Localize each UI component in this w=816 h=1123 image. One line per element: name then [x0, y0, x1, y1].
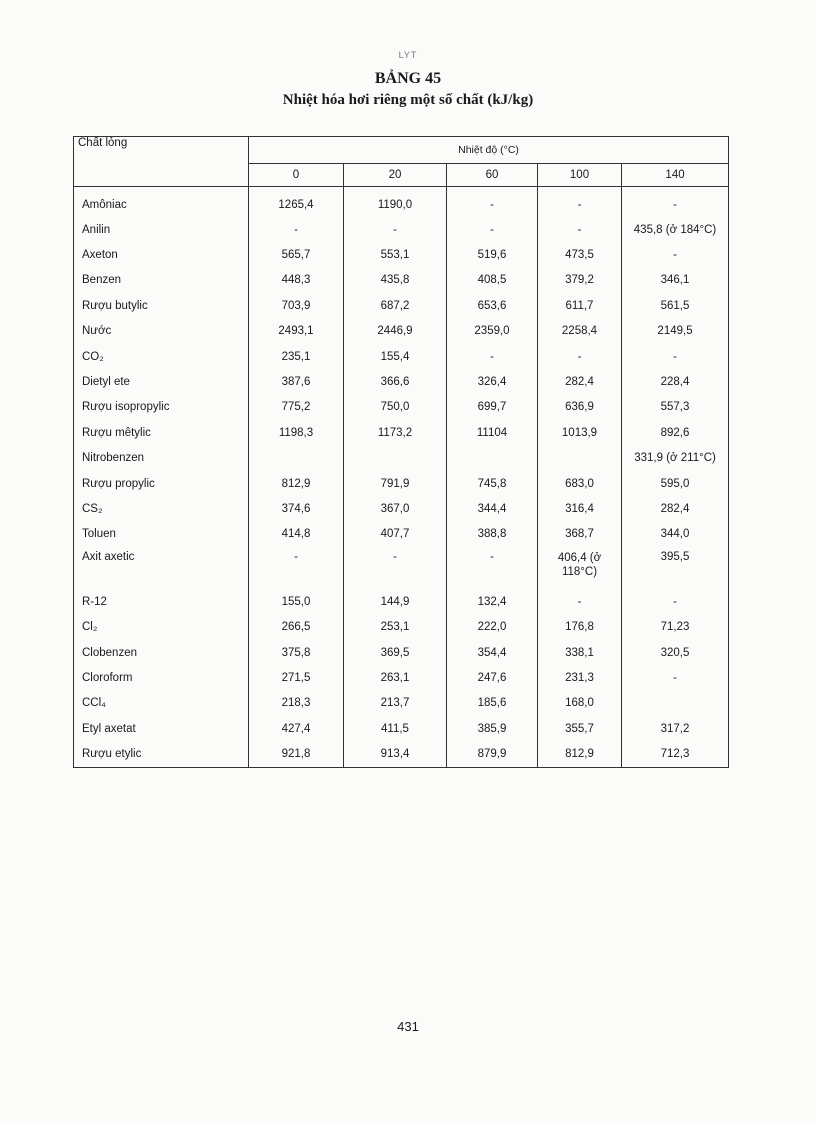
value-cell: 636,9	[538, 395, 622, 420]
table-row	[74, 716, 729, 741]
table-row	[74, 420, 729, 445]
value-cell: 683,0	[538, 471, 622, 496]
table-row	[74, 471, 729, 496]
value-cell: 561,5	[622, 293, 729, 318]
value-cell: 71,23	[622, 614, 729, 639]
value-cell: 435,8	[344, 268, 447, 293]
value-cell: 176,8	[538, 614, 622, 639]
value-cell: 812,9	[538, 741, 622, 767]
value-cell: 355,7	[538, 716, 622, 741]
liquid-name: Cl₂	[74, 614, 249, 639]
value-cell: 369,5	[344, 640, 447, 665]
liquid-name: Anilin	[74, 217, 249, 242]
value-cell: 1013,9	[538, 420, 622, 445]
value-cell: -	[447, 344, 538, 369]
value-cell: 155,0	[249, 589, 344, 614]
table-row	[74, 741, 729, 767]
liquid-name: Benzen	[74, 268, 249, 293]
value-cell: 388,8	[447, 522, 538, 547]
value-cell: 406,4 (ở 118°C)	[538, 547, 622, 589]
value-cell: 344,4	[447, 496, 538, 521]
value-cell: 687,2	[344, 293, 447, 318]
table-row	[74, 522, 729, 547]
column-header-liquid: Chất lỏng	[74, 137, 249, 187]
value-cell: 611,7	[538, 293, 622, 318]
value-cell: 374,6	[249, 496, 344, 521]
value-cell: 144,9	[344, 589, 447, 614]
value-cell: 253,1	[344, 614, 447, 639]
value-cell: -	[538, 589, 622, 614]
value-cell: 368,7	[538, 522, 622, 547]
value-cell: 473,5	[538, 242, 622, 267]
table-row	[74, 691, 729, 716]
liquid-name: Rượu butylic	[74, 293, 249, 318]
liquid-name: Nitrobenzen	[74, 446, 249, 471]
value-cell: 411,5	[344, 716, 447, 741]
value-cell: 712,3	[622, 741, 729, 767]
liquid-name: Cloroform	[74, 665, 249, 690]
value-cell: -	[344, 217, 447, 242]
value-cell: 553,1	[344, 242, 447, 267]
temp-header-100: 100	[538, 164, 622, 187]
value-cell: 565,7	[249, 242, 344, 267]
liquid-name: Rượu etylic	[74, 741, 249, 767]
table-row	[74, 395, 729, 420]
liquid-name: Axit axetic	[74, 547, 249, 589]
table-row	[74, 293, 729, 318]
value-cell: 263,1	[344, 665, 447, 690]
value-cell: 750,0	[344, 395, 447, 420]
value-cell: 745,8	[447, 471, 538, 496]
value-cell: 1190,0	[344, 187, 447, 218]
value-cell: 282,4	[622, 496, 729, 521]
value-cell: 395,5	[622, 547, 729, 589]
value-cell: 699,7	[447, 395, 538, 420]
value-cell	[622, 691, 729, 716]
table-row	[74, 268, 729, 293]
page-number: 431	[397, 1019, 419, 1034]
value-cell: 218,3	[249, 691, 344, 716]
value-cell: 812,9	[249, 471, 344, 496]
liquid-name: Rượu propylic	[74, 471, 249, 496]
liquid-name: R-12	[74, 589, 249, 614]
value-cell: 595,0	[622, 471, 729, 496]
temp-header-20: 20	[344, 164, 447, 187]
value-cell: 231,3	[538, 665, 622, 690]
value-cell: 414,8	[249, 522, 344, 547]
value-cell: 557,3	[622, 395, 729, 420]
liquid-name: Clobenzen	[74, 640, 249, 665]
value-cell: 367,0	[344, 496, 447, 521]
value-cell: 247,6	[447, 665, 538, 690]
value-cell: 375,8	[249, 640, 344, 665]
value-cell: 346,1	[622, 268, 729, 293]
table-row	[74, 589, 729, 614]
value-cell: 775,2	[249, 395, 344, 420]
value-cell: 448,3	[249, 268, 344, 293]
table-row	[74, 547, 729, 589]
liquid-name: Etyl axetat	[74, 716, 249, 741]
table-row	[74, 640, 729, 665]
value-cell	[344, 446, 447, 471]
heat-of-vaporization-table	[73, 136, 729, 768]
column-header-temperature: Nhiệt độ (°C)	[249, 137, 729, 164]
liquid-name: Dietyl ete	[74, 369, 249, 394]
header-mark: LYT	[398, 50, 418, 60]
value-cell: -	[249, 217, 344, 242]
value-cell: -	[344, 547, 447, 589]
table-row	[74, 187, 729, 218]
value-cell: -	[447, 547, 538, 589]
liquid-name: Toluen	[74, 522, 249, 547]
value-cell: 213,7	[344, 691, 447, 716]
temp-header-60: 60	[447, 164, 538, 187]
table-row	[74, 217, 729, 242]
value-cell: 354,4	[447, 640, 538, 665]
value-cell: 331,9 (ở 211°C)	[622, 446, 729, 471]
value-cell: 913,4	[344, 741, 447, 767]
value-cell: 2446,9	[344, 319, 447, 344]
value-cell: 317,2	[622, 716, 729, 741]
value-cell: 2258,4	[538, 319, 622, 344]
liquid-name: CCl₄	[74, 691, 249, 716]
value-cell: -	[447, 217, 538, 242]
value-cell: 228,4	[622, 369, 729, 394]
value-cell: 407,7	[344, 522, 447, 547]
value-cell: -	[538, 187, 622, 218]
value-cell: 282,4	[538, 369, 622, 394]
value-cell: 338,1	[538, 640, 622, 665]
value-cell: 316,4	[538, 496, 622, 521]
liquid-name: Rượu isopropylic	[74, 395, 249, 420]
value-cell: 791,9	[344, 471, 447, 496]
value-cell: 1198,3	[249, 420, 344, 445]
value-cell: 921,8	[249, 741, 344, 767]
value-cell: 344,0	[622, 522, 729, 547]
value-cell: 132,4	[447, 589, 538, 614]
value-cell: 892,6	[622, 420, 729, 445]
value-cell: 408,5	[447, 268, 538, 293]
value-cell: 703,9	[249, 293, 344, 318]
table-row	[74, 344, 729, 369]
value-cell: 387,6	[249, 369, 344, 394]
table-row	[74, 242, 729, 267]
table-row	[74, 369, 729, 394]
value-cell: 266,5	[249, 614, 344, 639]
value-cell: 168,0	[538, 691, 622, 716]
value-cell: -	[622, 665, 729, 690]
value-cell: 320,5	[622, 640, 729, 665]
value-cell: -	[538, 344, 622, 369]
value-cell	[538, 446, 622, 471]
value-cell	[249, 446, 344, 471]
value-cell: -	[249, 547, 344, 589]
value-cell: 366,6	[344, 369, 447, 394]
table-row	[74, 319, 729, 344]
value-cell: -	[622, 344, 729, 369]
value-cell	[447, 446, 538, 471]
liquid-name: Axeton	[74, 242, 249, 267]
table-row	[74, 496, 729, 521]
value-cell: 11104	[447, 420, 538, 445]
table-subtitle: Nhiệt hóa hơi riêng một số chất (kJ/kg)	[282, 92, 534, 108]
value-cell: 379,2	[538, 268, 622, 293]
value-cell: -	[622, 187, 729, 218]
value-cell: 155,4	[344, 344, 447, 369]
table-title: BẢNG 45	[374, 70, 442, 87]
value-cell: 1173,2	[344, 420, 447, 445]
value-cell: 2359,0	[447, 319, 538, 344]
value-cell: 653,6	[447, 293, 538, 318]
value-cell: 427,4	[249, 716, 344, 741]
value-cell: -	[538, 217, 622, 242]
liquid-name: CS₂	[74, 496, 249, 521]
value-cell: 2493,1	[249, 319, 344, 344]
liquid-name: Amôniac	[74, 187, 249, 218]
liquid-name: Nước	[74, 319, 249, 344]
value-cell: 385,9	[447, 716, 538, 741]
value-cell: 519,6	[447, 242, 538, 267]
value-cell: 1265,4	[249, 187, 344, 218]
value-cell: 222,0	[447, 614, 538, 639]
value-cell: 2149,5	[622, 319, 729, 344]
table-row	[74, 665, 729, 690]
value-cell: 879,9	[447, 741, 538, 767]
value-cell: 271,5	[249, 665, 344, 690]
value-cell: 435,8 (ở 184°C)	[622, 217, 729, 242]
table-row	[74, 446, 729, 471]
liquid-name: Rượu mêtylic	[74, 420, 249, 445]
value-cell: 326,4	[447, 369, 538, 394]
value-cell: 235,1	[249, 344, 344, 369]
liquid-name: CO₂	[74, 344, 249, 369]
value-cell: 185,6	[447, 691, 538, 716]
value-cell: -	[447, 187, 538, 218]
value-cell: -	[622, 589, 729, 614]
value-cell: -	[622, 242, 729, 267]
table-row	[74, 614, 729, 639]
temp-header-0: 0	[249, 164, 344, 187]
temp-header-140: 140	[622, 164, 729, 187]
